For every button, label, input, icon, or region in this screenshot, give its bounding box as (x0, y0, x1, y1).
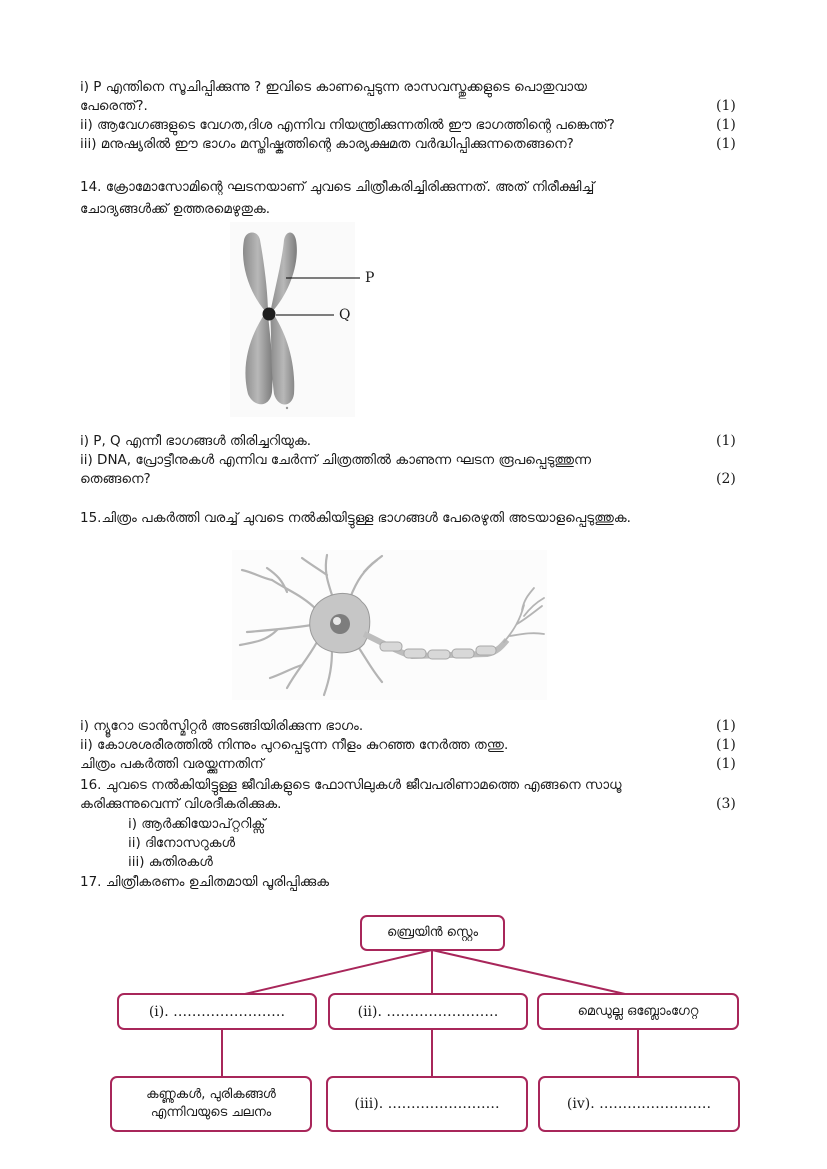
flow-box-ii: (ii). …………………… (328, 993, 528, 1030)
label-p: P (365, 270, 375, 286)
q15-iii: ചിത്രം പകർത്തി വരയ്ക്കുന്നതിന് (80, 756, 264, 772)
q15-ii: ii) കോശശരീരത്തിൽ നിന്നും പുറപ്പെടുന്ന നീളം കുറഞ്ഞ നേർത്ത തന്തു. (80, 737, 509, 753)
q15-ii-mark: (1) (716, 737, 736, 753)
flow-box-eye-movement (110, 1076, 312, 1132)
flow-box-eye-line1: കണ്ണുകൾ, പുരികങ്ങൾ (146, 1087, 276, 1102)
flow-box-iv: (iv). …………………… (538, 1076, 740, 1132)
flow-root-brain-stem: ബ്രെയിൻ സ്റ്റെം (360, 915, 505, 951)
q15-stem: 15.ചിത്രം പകർത്തി വരച്ച് ചുവടെ നൽകിയിട്ടുള്ള ഭാഗങ്ങൾ പേരെഴുതി അടയാളപ്പെടുത്തുക. (80, 510, 631, 526)
q14-stem-line1: 14. ക്രോമോസോമിന്റെ ഘടനയാണ് ചുവടെ ചിത്രീകരിച്ചിരിക്കുന്നത്. അത് നിരീക്ഷിച്ച് (80, 179, 595, 195)
q14-stem-line2: ചോദ്യങ്ങൾക്ക് ഉത്തരമെഴുതുക. (80, 201, 271, 217)
q14-i: i) P, Q എന്നീ ഭാഗങ്ങൾ തിരിച്ചറിയുക. (80, 433, 312, 449)
q17-stem: 17. ചിത്രീകരണം ഉചിതമായി പൂരിപ്പിക്കുക (80, 874, 330, 890)
q13-ii: ii) ആവേഗങ്ങളുടെ വേഗത,ദിശ എന്നിവ നിയന്ത്രിക്കുന്നതിൽ ഈ ഭാഗത്തിന്റെ പങ്കെന്ത്? (80, 117, 615, 133)
q16-mark: (3) (716, 796, 736, 812)
label-q: Q (339, 307, 351, 323)
flow-box-i: (i). …………………… (117, 993, 317, 1030)
q13-iii-mark: (1) (716, 136, 736, 152)
q13-i-mark: (1) (716, 98, 736, 114)
q16-item-2: ii) ദിനോസറുകൾ (128, 835, 236, 851)
q13-i-line2: പേരെന്ത്?. (80, 98, 148, 114)
q16-stem-line2: കരിക്കുന്നുവെന്ന് വിശദീകരിക്കുക. (80, 796, 282, 812)
q14-ii-line2: തെങ്ങനെ? (80, 471, 151, 487)
q16-stem-line1: 16. ചുവടെ നൽകിയിട്ടുള്ള ജീവികളുടെ ഫോസിലുകൾ ജീവപരിണാമത്തെ എങ്ങനെ സാധൂ (80, 777, 622, 793)
flow-box-eye-line2: എന്നിവയുടെ ചലനം (150, 1105, 272, 1120)
q13-ii-mark: (1) (716, 117, 736, 133)
q16-item-3: iii) കുതിരകൾ (128, 854, 213, 870)
q14-ii-mark: (2) (716, 471, 736, 487)
q14-i-mark: (1) (716, 433, 736, 449)
q14-ii-line1: ii) DNA, പ്രോട്ടീനുകൾ എന്നിവ ചേർന്ന് ചിത്രത്തിൽ കാണുന്ന ഘടന രൂപപ്പെടുത്തുന്ന (80, 452, 592, 468)
q15-iii-mark: (1) (716, 756, 736, 772)
q16-item-1: i) ആർക്കിയോപ്റ്ററിക്സ് (128, 816, 266, 832)
q15-i-mark: (1) (716, 718, 736, 734)
flow-box-medulla: മെഡുല്ല ഒബ്ലോംഗേറ്റ (537, 993, 739, 1030)
flow-box-iii: (iii). …………………… (326, 1076, 528, 1132)
q13-i-line1: i) P എന്തിനെ സൂചിപ്പിക്കുന്നു ? ഇവിടെ കാണപ്പെടുന്ന രാസവസ്തുക്കളുടെ പൊതുവായ (80, 79, 587, 95)
q15-i: i) ന്യൂറോ ട്രാൻസ്മിറ്റർ അടങ്ങിയിരിക്കുന്ന ഭാഗം. (80, 718, 364, 734)
q13-iii: iii) മനുഷ്യരിൽ ഈ ഭാഗം മസ്തിഷ്കത്തിന്റെ കാര്യക്ഷമത വർദ്ധിപ്പിക്കുന്നതെങ്ങനെ? (80, 136, 574, 152)
